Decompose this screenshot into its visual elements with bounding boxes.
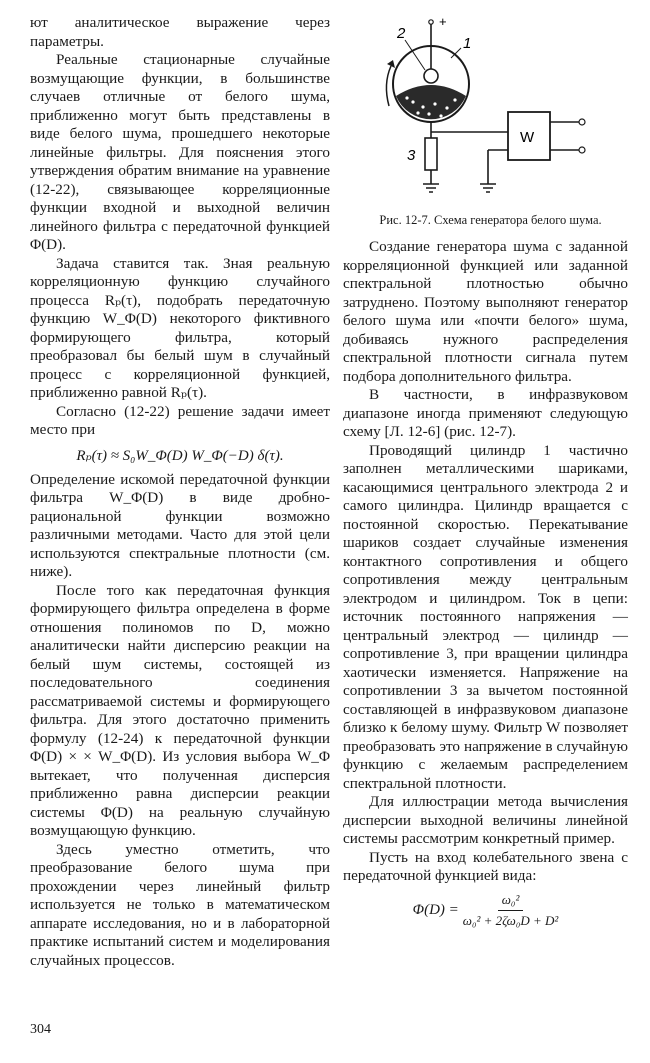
formula-lhs: Φ(D) = [412, 901, 459, 918]
paragraph: Задача ставится так. Зная реальную корреляционную функцию случайного процесса Rₚ(τ), подобрать передаточную функцию W_Φ(D) некоторого фиктивного формирующего фильтра, который преобразовал бы белый шум в случайный процесс с корреляционной функцией, приближенно равной Rₚ(τ). [30, 254, 330, 401]
paragraph: Проводящий цилиндр 1 частично заполнен металлическими шариками, касающимися центрального электрода 2 и самого цилиндра. Цилиндр вращается с постоянной скоростью. Перекатывание шариков создает случайные изменения контактного сопротивления и общего сопротивления между центральным электродом и цилиндром. Ток в цепи: источник постоянного напряжения — центральный электрод — цилиндр — сопротивление 3, при вращении цилиндра хаотически изменяется. Напряжение на сопротивлении 3 за вычетом постоянной составляющей в инфразвуковом диапазоне близко к белому шуму. Фильтр W позволяет преобразовать это напряжение в случайную функцию с желаемым распределением спектральной плотности. [343, 441, 628, 792]
paragraph: Для иллюстрации метода вычисления дисперсии выходной величины линейной системы рассмотрим конкретный пример. [343, 793, 628, 847]
formula-numerator: ω₀² [498, 892, 524, 911]
paragraph: Здесь уместно отметить, что преобразование белого шума при прохождении через линейный фильтр используется не только в математическом аппарате исследования, но и в лабораторной практике испытаний систем и моделирования случайных процессов. [30, 840, 330, 969]
filter-label: W [520, 129, 535, 146]
paragraph: Согласно (12-22) решение задачи имеет место при [30, 402, 330, 438]
electrode-label: 2 [397, 25, 406, 42]
paragraph: ют аналитическое выражение через параметры. [30, 14, 330, 50]
left-column [30, 14, 330, 970]
plus-label: + [439, 14, 447, 29]
formula-correlation: Rₚ(τ) ≈ S₀W_Φ(D) W_Φ(−D) δ(τ). [76, 447, 284, 464]
figure-white-noise-generator [343, 14, 628, 206]
paragraph: Пусть на вход колебательного звена с передаточной функцией вида: [343, 848, 628, 884]
output-terminal [579, 147, 585, 153]
ground-icon [423, 184, 439, 192]
formula-transfer-function [343, 892, 628, 929]
right-column [343, 14, 628, 929]
paragraph: Определение искомой передаточной функции фильтра W_Φ(D) в виде дробно-рациональной функции возможно различными методами. Часто для этой цели используются спектральные плотности (см. ниже). [30, 470, 330, 580]
figure-caption: Рис. 12-7. Схема генератора белого шума. [379, 213, 602, 227]
paragraph: Создание генератора шума с заданной корреляционной функцией или заданной спектральной плотностью обычно затруднено. Поэтому выполняют генератор белого шума или «почти белого» шума, добиваясь нужного распределения спектральной плотности сигнала путем подбора дополнительного фильтра. [343, 238, 628, 385]
resistor [425, 138, 437, 170]
rotation-arrow-icon [386, 66, 391, 106]
paragraph: После того как передаточная функция формирующего фильтра определена в форме отношения полиномов по D, можно аналитически найти дисперсию реакции на белый шум системы, состоящей из последовательного соединения рассматриваемой системы и формирующего фильтра. Для этого достаточно применить формулу (12-24) к передаточной функции Φ(D) × × W_Φ(D). Из условия выбора W_Φ вытекает, что полученная дисперсия приближенно равна дисперсии реакции системы Φ(D) на реальную случайную возмущающую функцию. [30, 581, 330, 839]
ground-icon [480, 184, 496, 192]
output-terminal [579, 119, 585, 125]
resistor-label: 3 [407, 147, 416, 164]
paragraph: Реальные стационарные случайные возмущающие функции, в большинстве случаев отличные от белого шума, приближенно могут быть представлены в виде белого шума, прошедшего некоторые линейные фильтры. Для пояснения этого утверждения обратим внимание на уравнение (12-22), связывающее корреляционные функции входной и выходной величин линейного фильтра с передаточной функцией Φ(D). [30, 51, 330, 253]
cylinder-label: 1 [463, 35, 472, 52]
formula-denominator: ω₀² + 2ζω₀D + D² [462, 912, 559, 928]
page-number: 304 [30, 1022, 51, 1037]
formula-fraction [463, 892, 559, 929]
paragraph: В частности, в инфразвуковом диапазоне иногда применяют следующую схему [Л. 12-6] (рис. 12-7). [343, 386, 628, 440]
central-electrode [424, 69, 438, 83]
